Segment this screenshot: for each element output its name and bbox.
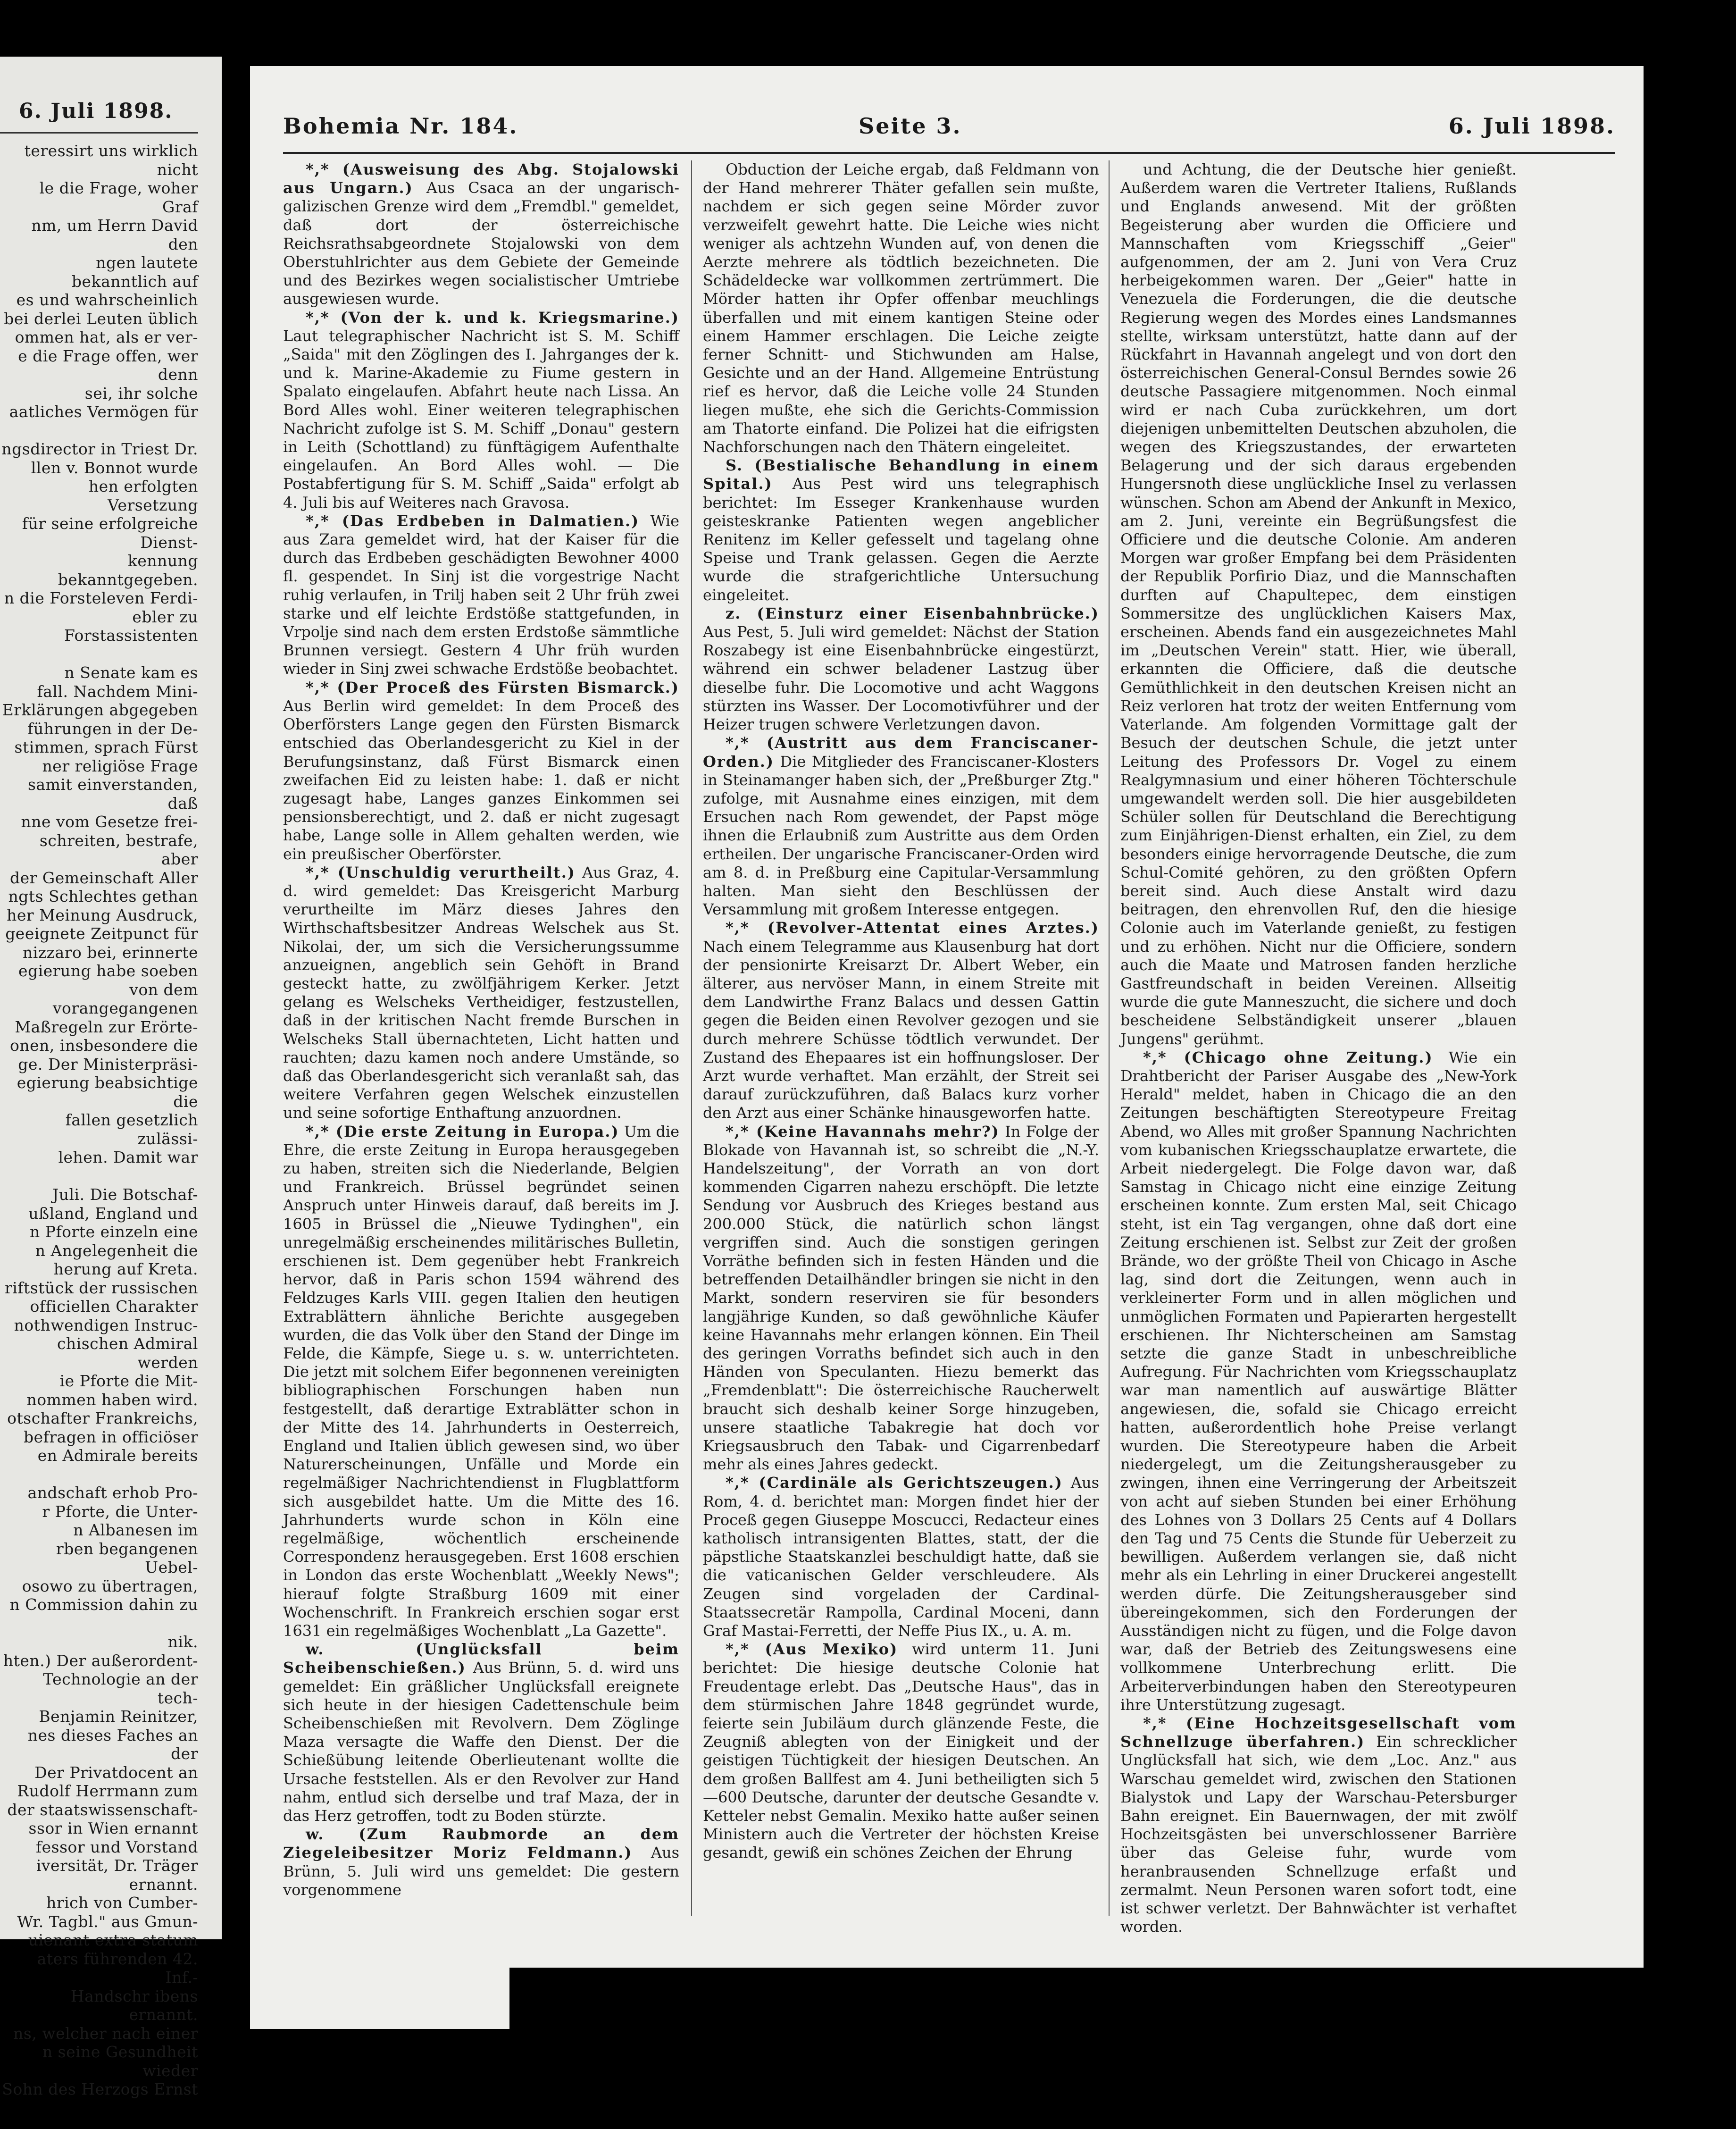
article <box>703 1123 1099 1474</box>
column-2 <box>703 160 1099 1906</box>
article-heading: *,* (Cardinäle als Gerichtszeugen.) <box>726 1474 1063 1492</box>
article-body: Obduction der Leiche ergab, daß Feldmann von der Hand mehrerer Thäter gefallen sein mußte, nachdem er sich gegen seine Mörder zuvor verzweifelt gewehrt hatte. Die Leiche wies nicht weniger als achtzehn Wunden auf, von denen die Aerzte mehrere als tödtlich bezeichneten. Die Schädeldecke war vollkommen zertrümmert. Die Mörder hatten ihr Opfer offenbar meuchlings überfallen und mit einem kantigen Steine oder einem Hammer erschlagen. Die Leiche zeigte ferner Schnitt- und Stichwunden am Halse, Gesichte und an der Hand. Allgemeine Entrüstung rief es hervor, daß die Leiche volle 24 Stunden liegen mußte, ehe sich die Gerichts-Commission am Thatorte einfand. Die Polizei hat die eifrigsten Nachforschungen nach den Thätern eingeleitet. <box>703 160 1099 456</box>
article-heading: S. (Bestialische Behandlung in einem Spital.) <box>703 456 1099 493</box>
article <box>283 512 679 679</box>
left-page-date: 6. Juli 1898. <box>19 99 173 123</box>
article-body: Aus Berlin wird gemeldet: In dem Proceß des Oberförsters Lange gegen den Fürsten Bismarck entschied das Oberlandesgericht zu Kiel in der Berufungsinstanz, daß Fürst Bismarck einen zweifachen Eid zu leisten habe: 1. daß er nicht zugesagt habe, Langes ganzes Einkommen sei pensionsberechtigt, und 2. daß er nicht zugesagt habe, Lange solle in Allem gehalten werden, wie ein preußischer Oberförster. <box>283 696 679 863</box>
article <box>703 456 1099 604</box>
article <box>283 309 679 512</box>
article-heading: *,* (Revolver-Attentat eines Arztes.) <box>726 919 1099 937</box>
article <box>283 679 679 863</box>
article-heading: *,* (Chicago ohne Zeitung.) <box>1143 1048 1433 1066</box>
article <box>703 734 1099 919</box>
article <box>283 1640 679 1825</box>
article-body: Die Mitglieder des Franciscaner-Klosters in Steinamanger haben sich, der „Preßburger Ztg." zufolge, mit Ausnahme eines einzigen, mit dem Ersuchen nach Rom gewendet, der Papst möge ihnen die Erlaubniß zum Austritte aus dem Orden ertheilen. Der ungarische Franciscaner-Orden wird am 8. d. in Preßburg eine Capitular-Versammlung halten. Man sieht den Beschlüssen der Versammlung mit großem Interesse entgegen. <box>703 752 1100 919</box>
article-body: Aus Brünn, 5. d. wird uns gemeldet: Ein gräßlicher Unglücksfall ereignete sich heute in der hiesigen Cadettenschule beim Scheibenschießen mit Revolvern. Dem Zöglinge Maza versagte die Waffe den Dienst. Der die Schießübung leitende Oberlieutenant wollte die Ursache feststellen. Als er den Revolver zur Hand nahm, entlud sich derselbe und traf Maza, der in das Herz getroffen, todt zu Boden stürzte. <box>283 1659 680 1825</box>
article <box>703 604 1099 734</box>
article-heading: *,* (Die erste Zeitung in Europa.) <box>306 1122 619 1140</box>
column-3 <box>1120 160 1517 1936</box>
article-body: Nach einem Telegramme aus Klausenburg hat dort der pensionirte Kreisarzt Dr. Albert Weber, ein älterer, aus nervöser Mann, in einem Streite mit dem Landwirthe Franz Balacs und dessen Gattin gegen die Beiden einen Revolver gezogen und sie durch mehrere Schüsse tödtlich verwundet. Der Zustand des Ehepaares ist ein hoffnungsloser. Der Arzt wurde verhaftet. Man erzählt, der Streit sei darauf zurückzuführen, daß Balacs kurz vorher den Arzt aus einer Schänke hinausgeworfen hatte. <box>703 937 1099 1122</box>
article <box>703 919 1099 1122</box>
article-body: Aus Csaca an der ungarisch-galizischen Grenze wird dem „Fremdbl." gemeldet, daß dort der österreichische Reichsrathsabgeordnete Stojalowski von dem Oberstuhlrichter aus dem Gebiete der Gemeinde und des Bezirkes wegen socialistischer Umtriebe ausgewiesen wurde. <box>283 179 680 308</box>
article-heading: w. (Unglücksfall beim Scheibenschießen.) <box>283 1640 679 1677</box>
article-body: und Achtung, die der Deutsche hier genießt. Außerdem waren die Vertreter Italiens, Rußlands und Englands anwesend. Mit der größten Begeisterung aber wurden die Officiere und Mannschaften vom Kriegsschiff „Geier" aufgenommen, der am 2. Juni von Vera Cruz herbeigekommen waren. Der „Geier" hatte in Venezuela die Forderungen, die die deutsche Regierung wegen des Mordes eines Landsmannes stellte, wirksam unterstützt, hatte dann auf der Rückfahrt in Havannah angelegt und von dort den österreichischen General-Consul Berndes sowie 26 deutsche Passagiere mitgenommen. Noch einmal wird er nach Cuba zurückkehren, um dort diejenigen unbemittelten Deutschen abzuholen, die wegen des Kriegszustandes, der erwarteten Belagerung und der sich daraus ergebenden Hungersnoth diese unglückliche Insel zu verlassen wünschen. Schon am Abend der Ankunft in Mexico, am 2. Juni, vereinte ein Begrüßungsfest die Officiere und die deutsche Colonie. Am anderen Morgen war großer Empfang bei dem Präsidenten der Republik Porfirio Diaz, und die Mannschaften durften auf Chapultepec, dem einstigen Sommersitze des unglücklichen Kaisers Max, erscheinen. Abends fand ein ausgezeichnetes Mahl im „Deutschen Verein" statt. Hier, wie überall, erkannten die Officiere, daß die deutsche Gemüthlichkeit in den deutschen Kreisen nicht an Reiz verloren hat trotz der weiten Entfernung vom Vaterlande. Am folgenden Vormittage galt der Besuch der deutschen Schule, die jetzt unter Leitung des Professors Dr. Vogel zu einem Realgymnasium und einer höheren Töchterschule umgewandelt werden soll. Die hier ausgebildeten Schüler sollen für Deutschland die Berechtigung zum Einjährigen-Dienst erhalten, ein Ziel, zu dem besonders einige hervorragende Deutsche, die zum Schul-Comité gehören, zu den größten Opfern bereit sind. Auch diese Anstalt wird dazu beitragen, den ehrenvollen Ruf, den die hiesige Colonie auch im Vaterlande genießt, zu festigen und zu erhöhen. Nicht nur die Officiere, sondern auch die Maate und Matrosen fanden herzliche Gastfreundschaft in beiden Vereinen. Allseitig wurde die gute Manneszucht, die sichere und doch bescheidene Selbständigkeit unserer „blauen Jungens" gerühmt. <box>1120 160 1517 1048</box>
scan-shadow <box>509 1968 1736 2129</box>
article <box>283 1825 679 1899</box>
article <box>283 863 679 1123</box>
masthead-title: Bohemia Nr. 184. <box>283 113 518 139</box>
article-body: Aus Pest wird uns telegraphisch berichtet: Im Esseger Krankenhause wurden geisteskranke Patienten wegen angeblicher Renitenz im Keller gefesselt und tagelang ohne Speise und Trank gelassen. Gegen die Aerzte wurde die strafgerichtliche Untersuchung eingeleitet. <box>703 475 1100 604</box>
left-page-text: teressirt uns wirklich nicht le die Frage, woher Graf nm, um Herrn David den ngen lautete bekanntlich auf es und wahrscheinlich bei derlei Leuten üblich ommen hat, als er ver- e die Frage offen, wer denn sei, ihr solche aatliches Vermögen für ngsdirector in Triest Dr. llen v. Bonnot wurde hen erfolgten Versetzung für seine erfolgreiche Dienst- kennung bekanntgegeben. n die Forsteleven Ferdi- ebler zu Forstassistenten n Senate kam es fall. Nachdem Mini- Erklärungen abgegeben führungen in der De- stimmen, sprach Fürst ner religiöse Frage samit einverstanden, daß nne vom Gesetze frei- schreiten, bestrafe, aber der Gemeinschaft Aller ngts Schlechtes gethan her Meinung Ausdruck, geeignete Zeitpunct für nizzaro bei, erinnerte egierung habe soeben von dem vorangegangenen Maßregeln zur Erörte- onen, insbesondere die ge. Der Ministerpräsi- egierung beabsichtige die fallen gesetzlich zulässi- lehen. Damit war Juli. Die Botschaf- ußland, England und n Pforte einzeln eine n Angelegenheit die herung auf Kreta. riftstück der russischen officiellen Charakter nothwendigen Instruc- chischen Admiral werden ie Pforte die Mit- nommen haben wird. otschafter Frankreichs, befragen in officiöser en Admirale bereits andschaft erhob Pro- r Pforte, die Unter- n Albanesen im rben begangenen Uebel- osowo zu übertragen, n Commission dahin zu nik. hten.) Der außerordent- Technologie an der tech- Benjamin Reinitzer, nes dieses Faches an der Der Privatdocent an Rudolf Herrmann zum der staatswissenschaft- ssor in Wien ernannt fessor und Vorstand iversität, Dr. Träger ernannt. hrich von Cumber- Wr. Tagbl." aus Gmun- uienant extra statum aters führenden 42. Inf.- Handschr ibens ernannt. ns, welcher nach einer n seine Gesundheit wieder Sohn des Herzogs Ernst <box>1 142 198 2098</box>
article-heading: w. (Zum Raubmorde an dem Ziegeleibesitzer Moriz Feldmann.) <box>283 1825 679 1862</box>
masthead-rule <box>283 152 1615 154</box>
article <box>703 1474 1099 1640</box>
article <box>283 160 679 309</box>
article-body: Laut telegraphischer Nachricht ist S. M. Schiff „Saida" mit den Zöglingen des I. Jahrganges der k. und k. Marine-Akademie zu Fiume gestern in Spalato eingelaufen. Abfahrt heute nach Lissa. An Bord Alles wohl. Einer weiteren telegraphischen Nachricht zufolge ist S. M. Schiff „Donau" gestern in Leith (Schottland) zu fünftägigem Aufenthalte eingelaufen. An Bord Alles wohl. — Die Postabfertigung für S. M. Schiff „Saida" erfolgt ab 4. Juli bis auf Weiteres nach Gravosa. <box>283 327 679 511</box>
article-body: Aus Graz, 4. d. wird gemeldet: Das Kreisgericht Marburg verurtheilte im März dieses Jahres den Wirthschaftsbesitzer Andreas Welschek aus St. Nikolai, der, um sich die Versicherungssumme anzueignen, angeblich sein Gehöft in Brand gesteckt hatte, zu zwölfjährigem Kerker. Jetzt gelang es Welscheks Vertheidiger, festzustellen, daß in der kritischen Nacht fremde Burschen in Welscheks Stall übernachteten, Licht hatten und rauchten; dazu kamen noch andere Umstände, so daß das Oberlandesgericht sich veranlaßt sah, das weitere Verfahren gegen Welschek einzustellen und seine sofortige Enthaftung anzuordnen. <box>283 863 680 1122</box>
article-heading: *,* (Austritt aus dem Franciscaner-Orden.) <box>703 734 1099 771</box>
column-divider <box>1109 160 1110 1916</box>
masthead <box>283 113 1615 146</box>
newspaper-page <box>250 66 1644 2029</box>
left-facing-page <box>0 57 222 2098</box>
article-body: Wie aus Zara gemeldet wird, hat der Kaiser für die durch das Erdbeben geschädigten Bewohner 4000 fl. gespendet. In Sinj ist die vorgestrige Nacht ruhig verlaufen, in Trilj haben seit 2 Uhr früh zwei starke und elf leichte Erdstöße stattgefunden, in Vrpolje sind nach dem ersten Erdstoße sämmtliche Brunnen versiegt. Gestern 4 Uhr früh wurden wieder in Sinj zwei schwache Erdstöße beobachtet. <box>283 511 680 678</box>
article-heading: *,* (Ausweisung des Abg. Stojalowski aus Ungarn.) <box>283 160 679 197</box>
article <box>703 1640 1099 1862</box>
article <box>1120 1714 1517 1936</box>
article-heading: *,* (Aus Mexiko) <box>726 1640 898 1659</box>
column-1 <box>283 160 679 1906</box>
article-body: Aus Rom, 4. d. berichtet man: Morgen findet hier der Proceß gegen Giuseppe Moscucci, Redacteur eines katholisch intransigenten Blattes, statt, der die päpstliche Staatskanzlei beschuldigt hatte, daß sie die vaticanischen Gelder verschleudere. Als Zeugen sind vorgeladen der Cardinal-Staatssecretär Rampolla, Cardinal Moceni, dann Graf Mastai-Ferretti, der Neffe Pius IX., u. A. m. <box>703 1474 1100 1640</box>
article-body: Ein schrecklicher Unglücksfall hat sich, wie dem „Loc. Anz." aus Warschau gemeldet wird, zwischen den Stationen Bialystok und Lapy der Warschau-Petersburger Bahn ereignet. Ein Bauernwagen, der mit zwölf Hochzeitsgästen bei unverschlossener Barrière über das Geleise fuhr, wurde vom heranbrausenden Schnellzuge erfaßt und zermalmt. Neun Personen waren sofort todt, eine ist schwer verletzt. Der Bahnwächter ist verhaftet worden. <box>1120 1733 1517 1936</box>
article <box>1120 1048 1517 1714</box>
article-heading: z. (Einsturz einer Eisenbahnbrücke.) <box>726 604 1099 622</box>
article-body: Wie ein Drahtbericht der Pariser Ausgabe des „New-York Herald" meldet, haben in Chicago die an den Zeitungen beschäftigten Stereotypeure Freitag Abend, wo Alles mit großer Spannung Nachrichten vom kubanischen Kriegsschauplatze erwartete, die Arbeit niedergelegt. Die Folge davon war, daß Samstag in Chicago nicht eine einzige Zeitung erscheinen konnte. Zum ersten Mal, seit Chicago steht, ist ein Tag vergangen, ohne daß dort eine Zeitung erschienen ist. Selbst zur Zeit der großen Brände, wo der größte Theil von Chicago in Asche lag, sind dort die Zeitungen, wenn auch in verkleinerter Form und in allen möglichen und unmöglichen Formaten und Papierarten hergestellt erschienen. Ihr Nichterscheinen am Samstag setzte die ganze Stadt in unbeschreibliche Aufregung. Für Nachrichten vom Kriegsschauplatz war man namentlich auf auswärtige Blätter angewiesen, die, sofald sie Chicago erreicht hatten, außerordentlich hohe Preise verlangt wurden. Die Stereotypeure haben die Arbeit niedergelegt, um die Zeitungsherausgeber zu zwingen, ihnen eine Verringerung der Arbeitszeit von acht auf sieben Stunden bei einer Erhöhung des Lohnes von 3 Dollars 25 Cents auf 4 Dollars den Tag und 75 Cents die Stunde für Ueberzeit zu bewilligen. Außerdem verlangen sie, daß nicht mehr als ein Lehrling in einer Druckerei angestellt werden dürfe. Die Zeitungsherausgeber sind übereingekommen, sich den Forderungen der Ausständigen nicht zu fügen, und die Folge davon war, daß der Betrieb des Zeitungswesens eine vollkommene Unterbrechung erlitt. Die Arbeiterverbindungen haben den Stereotypeuren ihre Unterstützung zugesagt. <box>1120 1048 1517 1714</box>
article <box>283 1123 679 1641</box>
article-heading: *,* (Der Proceß des Fürsten Bismarck.) <box>306 678 679 696</box>
masthead-date: 6. Juli 1898. <box>1448 113 1615 139</box>
article-heading: *,* (Das Erdbeben in Dalmatien.) <box>306 511 640 530</box>
article-body: Aus Pest, 5. Juli wird gemeldet: Nächst der Station Roszabegy ist eine Eisenbahnbrücke eingestürzt, während ein schwer beladener Lastzug über dieselbe fuhr. Die Locomotive und acht Waggons stürzten ins Wasser. Der Locomotivführer und der Heizer trugen schwere Verletzungen davon. <box>703 623 1099 734</box>
article <box>1120 160 1517 1048</box>
article-body: In Folge der Blokade von Havannah ist, so schreibt die „N.-Y. Handelszeitung", der Vorrath an von dort kommenden Cigarren nahezu erschöpft. Die letzte Sendung vor Ausbruch des Krieges bestand aus 200.000 Stück, die natürlich schon längst vergriffen sind. Auch die sonstigen geringen Vorräthe befinden sich in festen Händen und die betreffenden Detailhändler bringen sie nicht in den Markt, sondern reserviren sie für besonders langjährige Kunden, so daß gewöhnliche Käufer keine Havannahs mehr erlangen können. Ein Theil des geringen Vorraths befindet sich auch in den Händen von Speculanten. Hiezu bemerkt das „Fremdenblatt": Die österreichische Raucherwelt braucht sich deshalb keiner Sorge hinzugeben, unsere staatliche Tabakregie hat doch vor Kriegsausbruch den Tabak- und Cigarrenbedarf mehr als eines Jahres gedeckt. <box>703 1122 1100 1474</box>
article <box>703 160 1099 456</box>
article-body: Aus Brünn, 5. Juli wird uns gemeldet: Die gestern vorgenommene <box>283 1844 680 1899</box>
article-heading: *,* (Unschuldig verurtheilt.) <box>306 863 576 881</box>
article-body: wird unterm 11. Juni berichtet: Die hiesige deutsche Colonie hat Freudentage erlebt. Das „Deutsche Haus", das in dem stürmischen Jahre 1848 gegründet wurde, feierte sein Jubiläum durch glänzende Feste, die Zeugniß ablegten von der Einigkeit und der geistigen Tüchtigkeit der hiesigen Deutschen. An dem großen Ballfest am 4. Juni betheiligten sich 5—600 Deutsche, darunter der deutsche Gesandte v. Ketteler nebst Gemalin. Mexiko hatte außer seinen Ministern auch die Vertreter der höchsten Kreise gesandt, gewiß ein schönes Zeichen der Ehrung <box>703 1640 1100 1862</box>
article-body: Um die Ehre, die erste Zeitung in Europa herausgegeben zu haben, streiten sich die Niederlande, Belgien und Frankreich. Brüssel begründet seinen Anspruch unter Hinweis darauf, daß bereits im J. 1605 in Brüssel die „Nieuwe Tydinghen", ein unregelmäßig erscheinendes militärisches Bulletin, erschienen ist. Dem gegenüber hebt Frankreich hervor, daß in Paris schon 1594 während des Feldzuges Karls VIII. gegen Italien den heutigen Extrablättern ähnliche Berichte ausgegeben wurden, die das Volk über den Stand der Dinge im Felde, die Kämpfe, Siege u. s. w. unterrichteten. Die jetzt mit solchem Eifer begonnenen vereinigten bibliographischen Forschungen haben nun festgestellt, daß derartige Extrablätter schon in der Mitte des 14. Jahrhunderts in Oesterreich, England und Italien üblich gewesen sind, wo über Naturerscheinungen, Unfälle und Morde ein regelmäßiger Nachrichtendienst in Flugblattform sich ausgebildet hatte. Um die Mitte des 16. Jahrhunderts wurde schon in Köln eine regelmäßige, wöchentlich erscheinende Correspondenz herausgegeben. Erst 1608 erschien in London das erste Wochenblatt „Weekly News"; hierauf folgte Straßburg 1609 mit einer Wochenschrift. In Frankreich erschien sogar erst 1631 ein regelmäßiges Wochenblatt „La Gazette". <box>283 1122 680 1640</box>
article-heading: *,* (Keine Havannahs mehr?) <box>726 1122 1000 1140</box>
article-heading: *,* (Eine Hochzeitsgesellschaft vom Schnellzuge überfahren.) <box>1120 1714 1517 1751</box>
masthead-page-number: Seite 3. <box>859 113 962 139</box>
article-heading: *,* (Von der k. und k. Kriegsmarine.) <box>306 308 679 327</box>
column-divider <box>691 160 692 1916</box>
left-header-rule <box>0 132 198 134</box>
